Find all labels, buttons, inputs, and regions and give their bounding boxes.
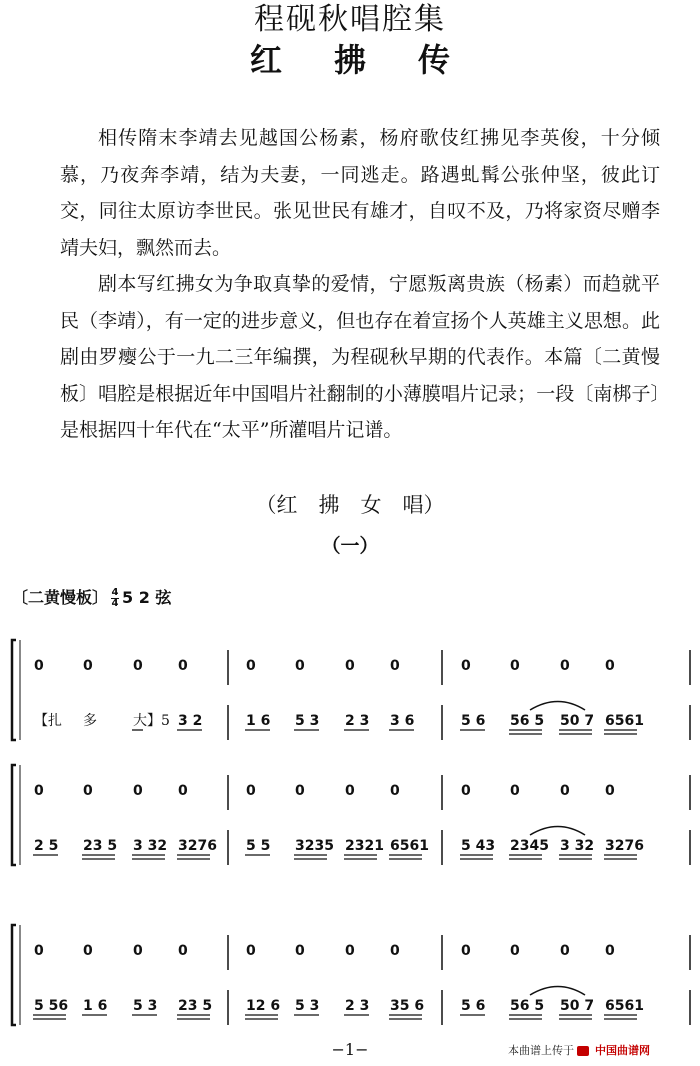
accompaniment-note: 2345: [510, 838, 549, 854]
system-bracket: [12, 640, 16, 740]
vocal-note: 0: [246, 783, 256, 799]
vocal-note: 0: [390, 783, 400, 799]
vocal-note: 0: [461, 658, 471, 674]
tempo-label: 〔二黄慢板〕: [12, 588, 109, 607]
accompaniment-note: 5 5: [246, 838, 271, 854]
vocal-note: 0: [178, 943, 188, 959]
accompaniment-note: 3276: [178, 838, 217, 854]
vocal-note: 0: [83, 783, 93, 799]
vocal-note: 0: [178, 783, 188, 799]
accompaniment-note: 3 2: [178, 713, 203, 729]
accompaniment-note: 50 7: [560, 713, 595, 729]
vocal-note: 0: [510, 658, 520, 674]
slur: [530, 987, 585, 996]
accompaniment-note: 6561: [605, 713, 644, 729]
accompaniment-note: 1 6: [246, 713, 271, 729]
vocal-note: 0: [295, 783, 305, 799]
vocal-note: 0: [83, 943, 93, 959]
accompaniment-note: 3 32: [133, 838, 168, 854]
lyric-syllable: 【扎: [34, 713, 62, 729]
vocal-note: 0: [605, 658, 615, 674]
vocal-note: 0: [345, 943, 355, 959]
accompaniment-note: 56 5: [510, 998, 545, 1014]
accompaniment-note: 56 5: [510, 713, 545, 729]
time-signature-bottom: 4: [111, 597, 119, 609]
accompaniment-note: 3235: [295, 838, 334, 854]
accompaniment-note: 5 3: [295, 998, 320, 1014]
lyric-syllable: 大】5: [133, 713, 170, 729]
vocal-note: 0: [83, 658, 93, 674]
accompaniment-note: 3 32: [560, 838, 595, 854]
vocal-note: 0: [178, 658, 188, 674]
accompaniment-note: 5 3: [295, 713, 320, 729]
accompaniment-note: 2 3: [345, 713, 370, 729]
time-signature-top: 4: [111, 586, 119, 598]
accompaniment-note: 2 5: [34, 838, 59, 854]
intro-paragraph: 剧本写红拂女为争取真挚的爱情，宁愿叛离贵族（杨素）而趋就平民（李靖），有一定的进步意义，但也存在着宣扬个人英雄主义思想。此剧由罗瘿公于一九二三年编撰，为程砚秋早期的代表作。本篇〔二黄慢板〕唱腔是根据近年中国唱片社翻制的小薄膜唱片记录；一段〔南梆子〕是根据四十年代在“太平”所灌唱片记谱。: [60, 273, 660, 441]
system-bracket: [12, 925, 16, 1025]
vocal-note: 0: [560, 658, 570, 674]
vocal-note: 0: [133, 658, 143, 674]
vocal-note: 0: [390, 943, 400, 959]
vocal-note: 0: [461, 943, 471, 959]
upload-note: [508, 1044, 650, 1058]
accompaniment-note: 3276: [605, 838, 644, 854]
accompaniment-note: 2321: [345, 838, 384, 854]
accompaniment-note: 1 6: [83, 998, 108, 1014]
slur: [530, 827, 585, 836]
vocal-note: 0: [510, 943, 520, 959]
vocal-note: 0: [246, 658, 256, 674]
vocal-note: 0: [133, 783, 143, 799]
vocal-note: 0: [560, 943, 570, 959]
lyric-syllable: 多: [83, 713, 97, 729]
vocal-note: 0: [461, 783, 471, 799]
accompaniment-note: 2 3: [345, 998, 370, 1014]
accompaniment-note: 6561: [605, 998, 644, 1014]
accompaniment-note: 23 5: [83, 838, 118, 854]
accompaniment-note: 5 56: [34, 998, 69, 1014]
vocal-note: 0: [295, 658, 305, 674]
site-name: 中国曲谱网: [595, 1044, 650, 1057]
accompaniment-note: 5 3: [133, 998, 158, 1014]
vocal-note: 0: [295, 943, 305, 959]
upload-note-text: 本曲谱上传于: [508, 1044, 574, 1057]
book-title: 程砚秋唱腔集: [254, 2, 446, 37]
section-title: （红 拂 女 唱）: [255, 493, 445, 517]
section-number: （一）: [321, 535, 379, 557]
vocal-note: 0: [34, 783, 44, 799]
vocal-note: 0: [390, 658, 400, 674]
vocal-note: 0: [605, 783, 615, 799]
site-logo-icon: [577, 1046, 589, 1056]
intro-paragraph: 相传隋末李靖去见越国公杨素，杨府歌伎红拂见李英俊，十分倾慕，乃夜奔李靖，结为夫妻，一同逃走。路遇虬髯公张仲坚，彼此订交，同往太原访李世民。张见世民有雄才，自叹不及，乃将家资尽赠李靖夫妇，飘然而去。: [60, 127, 660, 259]
system-bracket: [12, 765, 16, 865]
accompaniment-note: 3 6: [390, 713, 415, 729]
page-number: −1−: [331, 1040, 369, 1059]
tuning-key: 5 2 弦: [122, 588, 172, 607]
accompaniment-note: 5 6: [461, 998, 486, 1014]
accompaniment-note: 5 6: [461, 713, 486, 729]
vocal-note: 0: [34, 943, 44, 959]
accompaniment-note: 12 6: [246, 998, 281, 1014]
accompaniment-note: 23 5: [178, 998, 213, 1014]
vocal-note: 0: [345, 658, 355, 674]
vocal-note: 0: [345, 783, 355, 799]
vocal-note: 0: [510, 783, 520, 799]
opera-title: 红拂传: [249, 41, 502, 79]
accompaniment-note: 50 7: [560, 998, 595, 1014]
accompaniment-note: 5 43: [461, 838, 496, 854]
accompaniment-note: 6561: [390, 838, 429, 854]
vocal-note: 0: [246, 943, 256, 959]
vocal-note: 0: [133, 943, 143, 959]
vocal-note: 0: [605, 943, 615, 959]
accompaniment-note: 35 6: [390, 998, 425, 1014]
vocal-note: 0: [34, 658, 44, 674]
vocal-note: 0: [560, 783, 570, 799]
slur: [530, 702, 585, 711]
